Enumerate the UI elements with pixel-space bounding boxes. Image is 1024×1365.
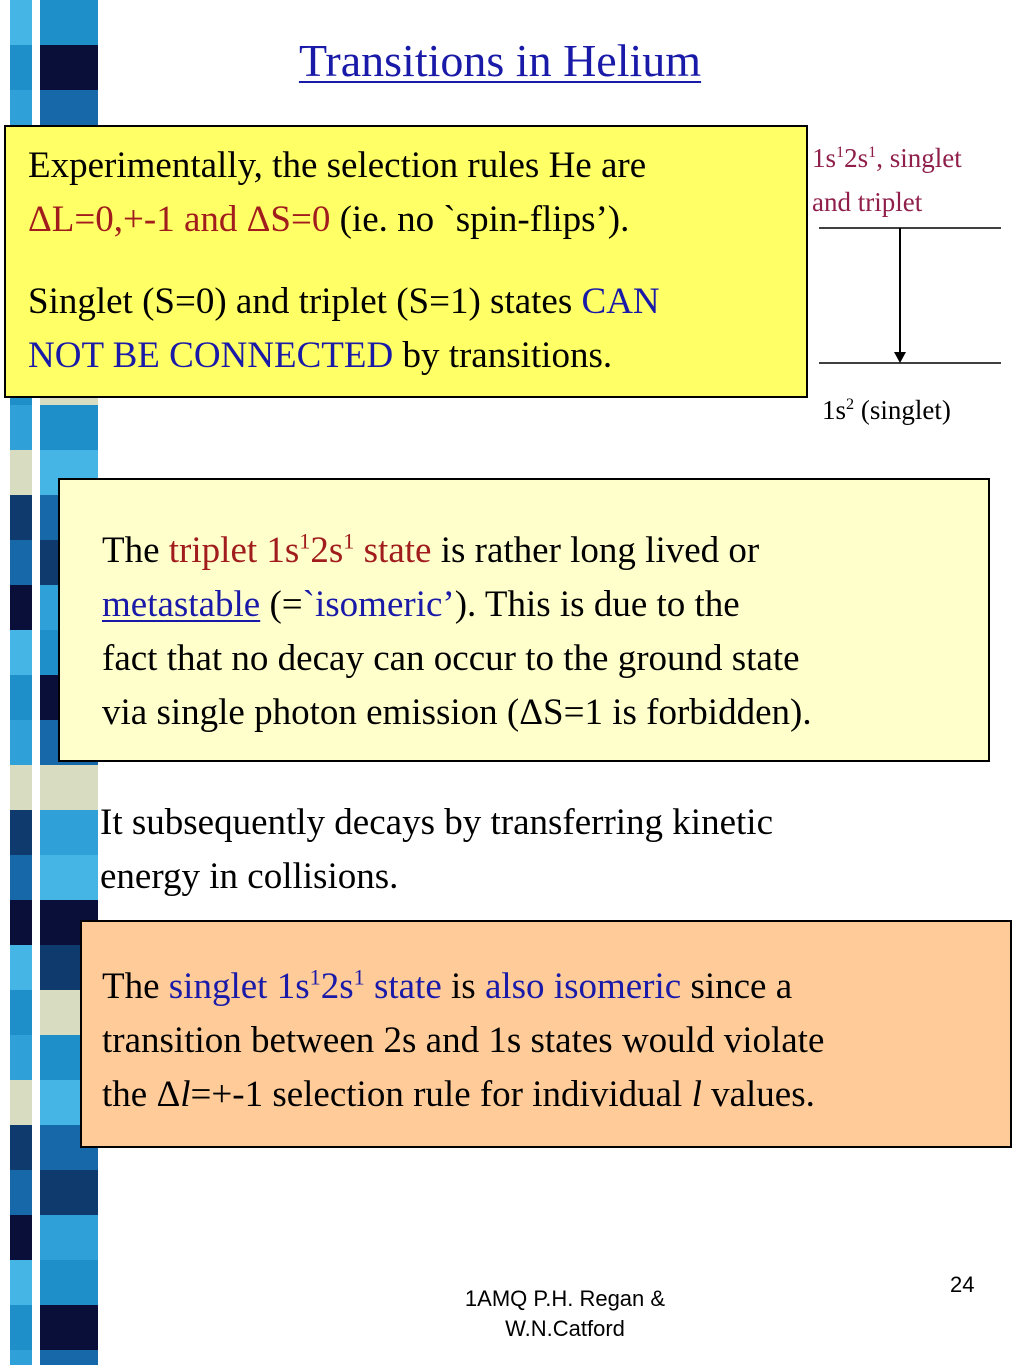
triplet-metastable-box	[58, 478, 990, 762]
box2-line2	[102, 578, 740, 632]
sidebar-stripe	[40, 810, 98, 855]
the-text: The	[102, 530, 169, 571]
sidebar-stripe-thin	[10, 1035, 32, 1080]
ground-singlet: (singlet)	[854, 395, 951, 425]
is-text: is	[441, 966, 485, 1007]
sidebar-stripe-thin	[10, 585, 32, 630]
metastable-link[interactable]: metastable	[102, 584, 261, 625]
due-to-text: ). This is due to the	[454, 584, 740, 625]
upper-1s: 1s	[812, 143, 837, 173]
upper-singlet: , singlet	[876, 143, 962, 173]
triplet-sup1: 1	[299, 528, 311, 554]
box3-line1	[102, 960, 792, 1014]
sidebar-stripe	[40, 1215, 98, 1260]
decay-text-line1: It subsequently decays by transferring kinetic	[100, 802, 773, 843]
selection-rule-text: ΔL=0,+-1 and ΔS=0	[28, 199, 331, 240]
since-text: since a	[681, 966, 793, 1007]
isomeric-text: `isomeric’	[302, 584, 455, 625]
cannot-emphasis-1: CAN	[581, 281, 660, 322]
sidebar-stripe-thin	[10, 855, 32, 900]
also-isomeric-text: also isomeric	[484, 966, 682, 1007]
singlet-1s: singlet 1s	[168, 966, 310, 1007]
sidebar-stripe-thin	[10, 1125, 32, 1170]
box1-line2	[28, 193, 629, 247]
box1-line4	[28, 329, 612, 383]
equals-text: (=	[260, 584, 303, 625]
page-number: 24	[950, 1272, 975, 1297]
singlet-sup2: 1	[353, 964, 365, 990]
singlet-2s: 2s	[320, 966, 354, 1007]
the-text-2: The	[102, 966, 169, 1007]
ground-1s: 1s	[822, 395, 847, 425]
sidebar-stripe-thin	[10, 945, 32, 990]
cannot-emphasis-2: NOT BE CONNECTED	[28, 335, 394, 376]
sidebar-stripe-thin	[10, 1170, 32, 1215]
sidebar-stripe-thin	[10, 1350, 32, 1365]
sidebar-stripe-thin	[10, 990, 32, 1035]
upper-level-label	[812, 142, 962, 174]
sidebar-stripe-thin	[10, 675, 32, 720]
footer-line1: 1AMQ P.H. Regan &	[464, 1286, 666, 1311]
sidebar-stripe	[40, 1260, 98, 1305]
selection-rules-box	[4, 125, 808, 398]
upper-2s: 2s	[844, 143, 869, 173]
ground-level-label	[822, 394, 951, 426]
upper-sup2: 1	[868, 143, 877, 161]
singlet-state-label	[169, 966, 442, 1007]
sidebar-stripe	[40, 1350, 98, 1365]
sidebar-stripe-thin	[10, 1260, 32, 1305]
box3-line2: transition between 2s and 1s states would violate	[102, 1020, 825, 1061]
box2-line1	[102, 524, 759, 578]
delta-text: the Δ	[102, 1074, 181, 1115]
box1-line3	[28, 275, 660, 329]
triplet-state: state	[354, 530, 432, 571]
triplet-sup2: 1	[343, 528, 355, 554]
sidebar-stripe-thin	[10, 900, 32, 945]
sidebar-stripe	[40, 405, 98, 450]
selection-rule-text-2: =+-1 selection rule for individual	[190, 1074, 692, 1115]
transition-arrow-head	[894, 352, 906, 363]
sidebar-stripe-thin	[10, 450, 32, 495]
triplet-1s: triplet 1s	[168, 530, 300, 571]
values-text: values.	[701, 1074, 815, 1115]
triplet-2s: 2s	[310, 530, 344, 571]
upper-sup1: 1	[836, 143, 845, 161]
l-italic-2: l	[691, 1074, 702, 1115]
by-transitions-text: by transitions.	[393, 335, 613, 376]
sidebar-stripe	[40, 765, 98, 810]
box2-line3: fact that no decay can occur to the ground state	[102, 638, 800, 679]
sidebar-stripe-thin	[10, 720, 32, 765]
energy-level-diagram	[815, 220, 1005, 370]
sidebar-stripe-thin	[10, 495, 32, 540]
sidebar-stripe-thin	[10, 630, 32, 675]
decay-text-line2: energy in collisions.	[100, 856, 399, 897]
footer-credit	[420, 1284, 710, 1344]
sidebar-stripe-thin	[10, 765, 32, 810]
sidebar-stripe-thin	[10, 1305, 32, 1350]
singlet-sup1: 1	[309, 964, 321, 990]
long-lived-text: is rather long lived or	[431, 530, 760, 571]
sidebar-stripe-thin	[10, 1080, 32, 1125]
sidebar-stripe-thin	[10, 810, 32, 855]
singlet-state: state	[364, 966, 442, 1007]
sidebar-stripe-thin	[10, 405, 32, 450]
box2-line4: via single photon emission (ΔS=1 is forbidden).	[102, 692, 812, 733]
box3-line3	[102, 1068, 815, 1122]
ground-sup: 2	[846, 395, 855, 413]
triplet-state-label	[169, 530, 432, 571]
spin-flip-note: (ie. no `spin-flips’).	[330, 199, 630, 240]
singlet-isomeric-box	[80, 920, 1012, 1148]
sidebar-stripe-thin	[10, 540, 32, 585]
sidebar-stripe-thin	[10, 1215, 32, 1260]
footer-line2: W.N.Catford	[505, 1316, 625, 1341]
sidebar-stripe	[40, 1305, 98, 1350]
sidebar-stripe	[40, 855, 98, 900]
singlet-triplet-text: Singlet (S=0) and triplet (S=1) states	[28, 281, 582, 322]
upper-level-label-line2: and triplet	[812, 187, 923, 217]
sidebar-stripe	[40, 1170, 98, 1215]
slide-title: Transitions in Helium	[298, 35, 702, 86]
l-italic-1: l	[180, 1074, 191, 1115]
box1-line1: Experimentally, the selection rules He are	[28, 145, 647, 186]
